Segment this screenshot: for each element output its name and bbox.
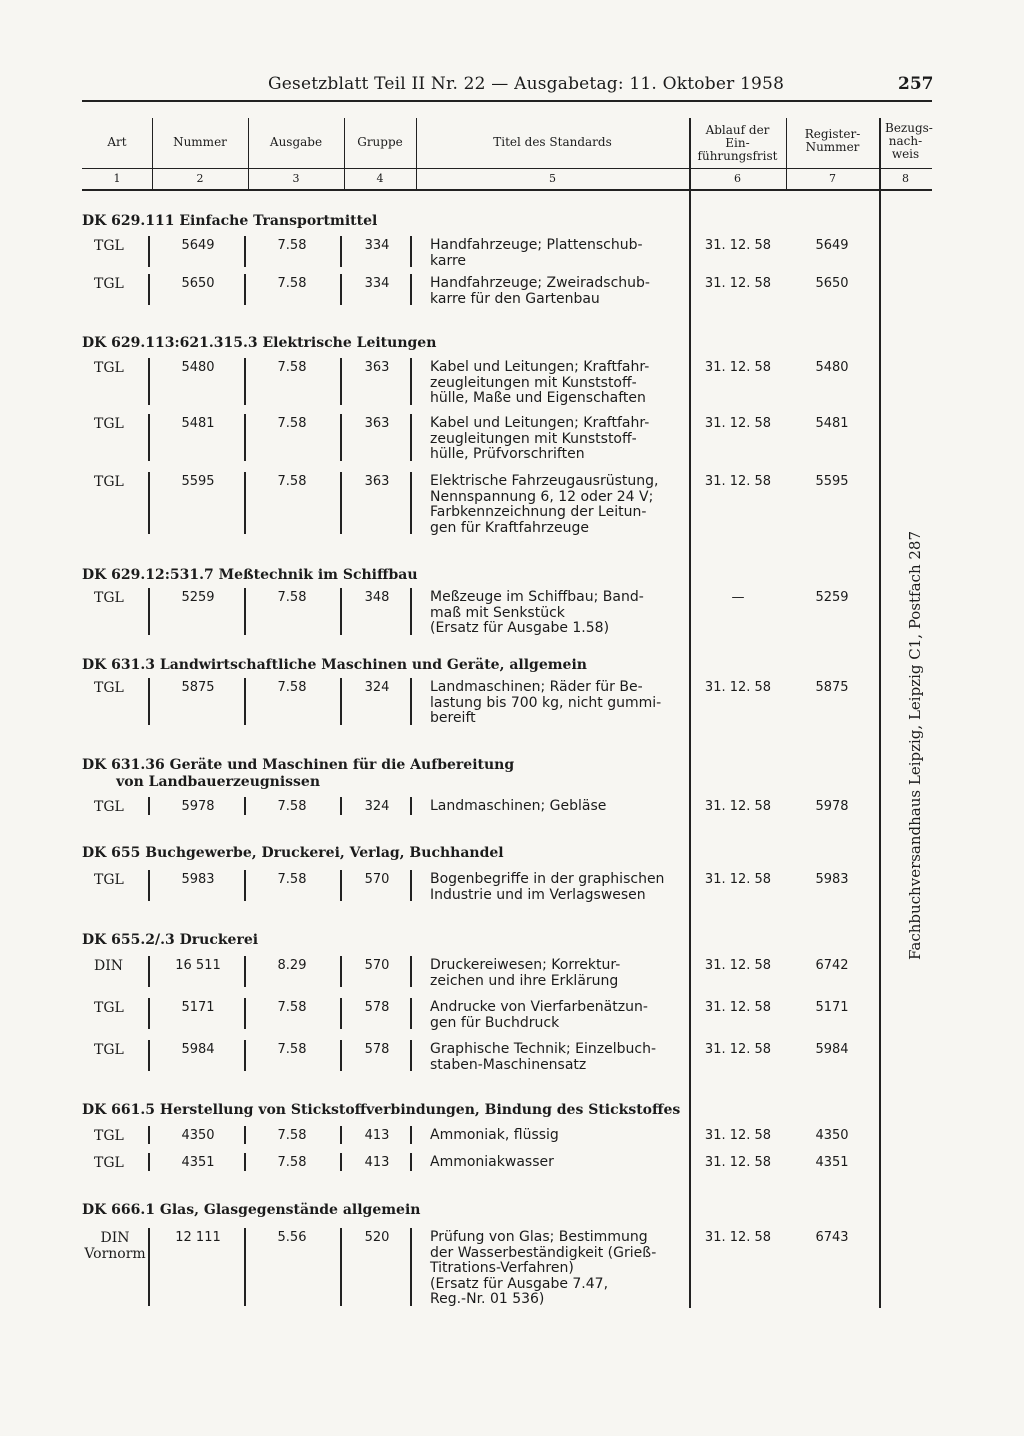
cell-nummer: 4351 — [181, 1155, 215, 1170]
row-divider — [148, 358, 150, 405]
row-divider — [244, 998, 246, 1029]
cell-ausgabe: 7.58 — [277, 276, 307, 291]
column-divider — [248, 118, 249, 190]
cell-titel: Ammoniak, flüssig — [430, 1127, 559, 1143]
cell-ablauf: 31. 12. 58 — [704, 1128, 772, 1143]
row-divider — [148, 956, 150, 987]
cell-art: TGL — [94, 1042, 124, 1058]
row-divider — [148, 1040, 150, 1071]
section-heading: DK 629.111 Einfache Transportmittel — [82, 213, 378, 229]
row-divider — [244, 414, 246, 461]
row-divider — [410, 414, 412, 461]
cell-nummer: 5481 — [181, 416, 215, 431]
section-heading: DK 631.3 Landwirtschaftliche Maschinen und Geräte, allgemein — [82, 657, 587, 673]
row-divider — [340, 870, 342, 901]
cell-art: DIN Vornorm — [84, 1230, 146, 1262]
row-divider — [410, 870, 412, 901]
cell-titel: Bogenbegriffe in der graphischen Industrie und im Verlagswesen — [430, 871, 665, 903]
cell-titel: Landmaschinen; Räder für Be- lastung bis 700 kg, nicht gummi- bereift — [430, 679, 662, 726]
cell-art: TGL — [94, 238, 124, 254]
row-divider — [340, 1040, 342, 1071]
header-rule — [82, 100, 932, 102]
cell-gruppe: 578 — [364, 1000, 390, 1015]
row-divider — [244, 472, 246, 534]
column-number: 8 — [902, 172, 909, 185]
cell-register: 5480 — [815, 360, 849, 375]
row-divider — [340, 236, 342, 267]
cell-register: 6743 — [815, 1230, 849, 1245]
row-divider — [244, 678, 246, 725]
cell-ausgabe: 8.29 — [277, 958, 307, 973]
column-number: 5 — [549, 172, 556, 185]
cell-ausgabe: 7.58 — [277, 680, 307, 695]
cell-register: 5595 — [815, 474, 849, 489]
row-divider — [244, 588, 246, 635]
column-number: 3 — [292, 172, 300, 185]
row-divider — [244, 236, 246, 267]
column-number: 1 — [113, 172, 121, 185]
row-divider — [340, 956, 342, 987]
row-divider — [148, 1153, 150, 1171]
cell-ausgabe: 7.58 — [277, 1000, 307, 1015]
page-number: 257 — [898, 74, 934, 94]
cell-gruppe: 363 — [364, 416, 390, 431]
cell-ablauf: 31. 12. 58 — [704, 872, 772, 887]
row-divider — [244, 274, 246, 305]
row-divider — [340, 1126, 342, 1144]
cell-register: 5481 — [815, 416, 849, 431]
section-heading: DK 655.2/.3 Druckerei — [82, 932, 259, 948]
cell-gruppe: 348 — [364, 590, 390, 605]
cell-art: TGL — [94, 1000, 124, 1016]
cell-nummer: 5480 — [181, 360, 215, 375]
cell-nummer: 5650 — [181, 276, 215, 291]
cell-ablauf: 31. 12. 58 — [704, 1000, 772, 1015]
cell-register: 5983 — [815, 872, 849, 887]
row-divider — [410, 998, 412, 1029]
row-divider — [340, 678, 342, 725]
cell-art: TGL — [94, 680, 124, 696]
column-header: Register-Nummer — [804, 127, 861, 154]
column-heading-rule — [82, 168, 932, 169]
publisher-side-note: Fachbuchversandhaus Leipzig, Leipzig C1, Postfach 287 — [906, 530, 924, 960]
row-divider — [410, 1126, 412, 1144]
cell-register: 4351 — [815, 1155, 849, 1170]
cell-ausgabe: 7.58 — [277, 474, 307, 489]
cell-ausgabe: 7.58 — [277, 1042, 307, 1057]
cell-gruppe: 324 — [364, 680, 390, 695]
row-divider — [244, 956, 246, 987]
column-number: 4 — [376, 172, 384, 185]
cell-nummer: 5978 — [181, 799, 215, 814]
column-header: Ablauf der Ein-führungsfrist — [697, 123, 778, 163]
row-divider — [410, 956, 412, 987]
column-number: 2 — [196, 172, 204, 185]
cell-ablauf: 31. 12. 58 — [704, 1155, 772, 1170]
cell-gruppe: 520 — [364, 1230, 390, 1245]
row-divider — [340, 588, 342, 635]
cell-art: TGL — [94, 799, 124, 815]
row-divider — [410, 472, 412, 534]
column-header: Titel des Standards — [493, 135, 612, 149]
cell-titel: Andrucke von Vierfarbenätzun- gen für Buchdruck — [430, 999, 648, 1031]
column-number: 7 — [829, 172, 836, 185]
cell-art: TGL — [94, 474, 124, 490]
cell-gruppe: 324 — [364, 799, 390, 814]
row-divider — [410, 274, 412, 305]
cell-gruppe: 334 — [364, 238, 390, 253]
cell-ablauf: 31. 12. 58 — [704, 416, 772, 431]
cell-nummer: 5984 — [181, 1042, 215, 1057]
cell-nummer: 5595 — [181, 474, 215, 489]
cell-titel: Handfahrzeuge; Plattenschub- karre — [430, 237, 643, 269]
row-divider — [148, 1126, 150, 1144]
cell-nummer: 5259 — [181, 590, 215, 605]
cell-register: 5171 — [815, 1000, 849, 1015]
cell-art: DIN — [94, 958, 124, 974]
row-divider — [148, 588, 150, 635]
row-divider — [148, 274, 150, 305]
row-divider — [340, 274, 342, 305]
cell-ablauf: 31. 12. 58 — [704, 1230, 772, 1245]
cell-ausgabe: 7.58 — [277, 1155, 307, 1170]
row-divider — [244, 1228, 246, 1306]
section-heading: DK 666.1 Glas, Glasgegenstände allgemein — [82, 1202, 421, 1218]
column-divider — [152, 118, 153, 190]
cell-art: TGL — [94, 416, 124, 432]
row-divider — [410, 797, 412, 815]
cell-nummer: 16 511 — [175, 958, 221, 973]
column-divider — [689, 118, 691, 1308]
row-divider — [148, 414, 150, 461]
cell-register: 5650 — [815, 276, 849, 291]
cell-ablauf: 31. 12. 58 — [704, 1042, 772, 1057]
row-divider — [410, 1040, 412, 1071]
row-divider — [244, 1040, 246, 1071]
row-divider — [148, 870, 150, 901]
cell-art: TGL — [94, 276, 124, 292]
cell-ablauf: 31. 12. 58 — [704, 276, 772, 291]
cell-art: TGL — [94, 872, 124, 888]
cell-gruppe: 413 — [364, 1155, 390, 1170]
row-divider — [340, 358, 342, 405]
row-divider — [148, 998, 150, 1029]
cell-titel: Handfahrzeuge; Zweiradschub- karre für den Gartenbau — [430, 275, 650, 307]
cell-titel: Druckereiwesen; Korrektur- zeichen und ihre Erklärung — [430, 957, 621, 989]
row-divider — [244, 358, 246, 405]
cell-art: TGL — [94, 1128, 124, 1144]
cell-nummer: 12 111 — [175, 1230, 221, 1245]
cell-ablauf: — — [731, 590, 745, 605]
cell-register: 5649 — [815, 238, 849, 253]
row-divider — [410, 1228, 412, 1306]
cell-ausgabe: 7.58 — [277, 238, 307, 253]
page-header-title: Gesetzblatt Teil II Nr. 22 — Ausgabetag: 11. Oktober 1958 — [268, 74, 785, 94]
cell-ablauf: 31. 12. 58 — [704, 680, 772, 695]
cell-nummer: 5875 — [181, 680, 215, 695]
row-divider — [410, 1153, 412, 1171]
row-divider — [148, 678, 150, 725]
cell-gruppe: 570 — [364, 958, 390, 973]
cell-gruppe: 570 — [364, 872, 390, 887]
cell-register: 6742 — [815, 958, 849, 973]
cell-nummer: 5171 — [181, 1000, 215, 1015]
cell-titel: Meßzeuge im Schiffbau; Band- maß mit Senkstück (Ersatz für Ausgabe 1.58) — [430, 589, 644, 636]
cell-gruppe: 363 — [364, 360, 390, 375]
row-divider — [340, 998, 342, 1029]
cell-nummer: 5983 — [181, 872, 215, 887]
column-divider — [416, 118, 417, 190]
cell-titel: Elektrische Fahrzeugausrüstung, Nennspannung 6, 12 oder 24 V; Farbkennzeichnung der Leitun- gen für Kraftfahrzeuge — [430, 473, 659, 536]
cell-titel: Prüfung von Glas; Bestimmung der Wasserbeständigkeit (Grieß- Titrations-Verfahren) (Ersatz für Ausgabe 7.47, Reg.-Nr. 01 536) — [430, 1229, 657, 1307]
row-divider — [148, 797, 150, 815]
cell-ablauf: 31. 12. 58 — [704, 474, 772, 489]
cell-titel: Kabel und Leitungen; Kraftfahr- zeugleitungen mit Kunststoff- hülle, Prüfvorschriften — [430, 415, 650, 462]
cell-titel: Landmaschinen; Gebläse — [430, 798, 607, 814]
cell-ausgabe: 7.58 — [277, 416, 307, 431]
row-divider — [340, 414, 342, 461]
column-divider — [879, 118, 881, 1308]
cell-ablauf: 31. 12. 58 — [704, 360, 772, 375]
cell-art: TGL — [94, 590, 124, 606]
cell-ablauf: 31. 12. 58 — [704, 958, 772, 973]
column-divider — [344, 118, 345, 190]
column-header: Nummer — [173, 135, 227, 149]
row-divider — [340, 472, 342, 534]
cell-gruppe: 413 — [364, 1128, 390, 1143]
cell-ausgabe: 7.58 — [277, 799, 307, 814]
section-heading: DK 655 Buchgewerbe, Druckerei, Verlag, Buchhandel — [82, 845, 504, 861]
cell-nummer: 5649 — [181, 238, 215, 253]
row-divider — [148, 1228, 150, 1306]
row-divider — [244, 797, 246, 815]
row-divider — [410, 236, 412, 267]
row-divider — [148, 236, 150, 267]
column-header: Bezugs-nach-weis — [885, 121, 933, 161]
cell-gruppe: 578 — [364, 1042, 390, 1057]
cell-titel: Ammoniakwasser — [430, 1154, 554, 1170]
cell-titel: Graphische Technik; Einzelbuch- staben-Maschinensatz — [430, 1041, 656, 1073]
cell-ausgabe: 7.58 — [277, 590, 307, 605]
cell-register: 5875 — [815, 680, 849, 695]
row-divider — [340, 1228, 342, 1306]
column-header: Ausgabe — [269, 135, 323, 149]
section-heading: DK 629.12:531.7 Meßtechnik im Schiffbau — [82, 567, 418, 583]
row-divider — [244, 1126, 246, 1144]
cell-ausgabe: 7.58 — [277, 872, 307, 887]
section-heading: DK 661.5 Herstellung von Stickstoffverbindungen, Bindung des Stickstoffes — [82, 1102, 681, 1118]
cell-register: 5259 — [815, 590, 849, 605]
row-divider — [410, 588, 412, 635]
section-heading: DK 629.113:621.315.3 Elektrische Leitungen — [82, 335, 437, 351]
row-divider — [340, 1153, 342, 1171]
cell-titel: Kabel und Leitungen; Kraftfahr- zeugleitungen mit Kunststoff- hülle, Maße und Eigenschaften — [430, 359, 650, 406]
row-divider — [244, 1153, 246, 1171]
cell-ausgabe: 7.58 — [277, 360, 307, 375]
cell-register: 5978 — [815, 799, 849, 814]
column-number: 6 — [734, 172, 741, 185]
cell-register: 4350 — [815, 1128, 849, 1143]
cell-ausgabe: 5.56 — [277, 1230, 307, 1245]
cell-ablauf: 31. 12. 58 — [704, 799, 772, 814]
cell-ablauf: 31. 12. 58 — [704, 238, 772, 253]
row-divider — [410, 358, 412, 405]
column-number-rule — [82, 189, 932, 191]
row-divider — [410, 678, 412, 725]
column-header: Art — [107, 135, 127, 149]
cell-nummer: 4350 — [181, 1128, 215, 1143]
row-divider — [340, 797, 342, 815]
row-divider — [148, 472, 150, 534]
column-header: Gruppe — [357, 135, 403, 149]
cell-gruppe: 334 — [364, 276, 390, 291]
section-heading: DK 631.36 Geräte und Maschinen für die Aufbereitung von Landbauerzeugnissen — [82, 757, 515, 790]
cell-ausgabe: 7.58 — [277, 1128, 307, 1143]
cell-gruppe: 363 — [364, 474, 390, 489]
column-divider — [786, 118, 787, 190]
row-divider — [244, 870, 246, 901]
cell-register: 5984 — [815, 1042, 849, 1057]
cell-art: TGL — [94, 1155, 124, 1171]
cell-art: TGL — [94, 360, 124, 376]
